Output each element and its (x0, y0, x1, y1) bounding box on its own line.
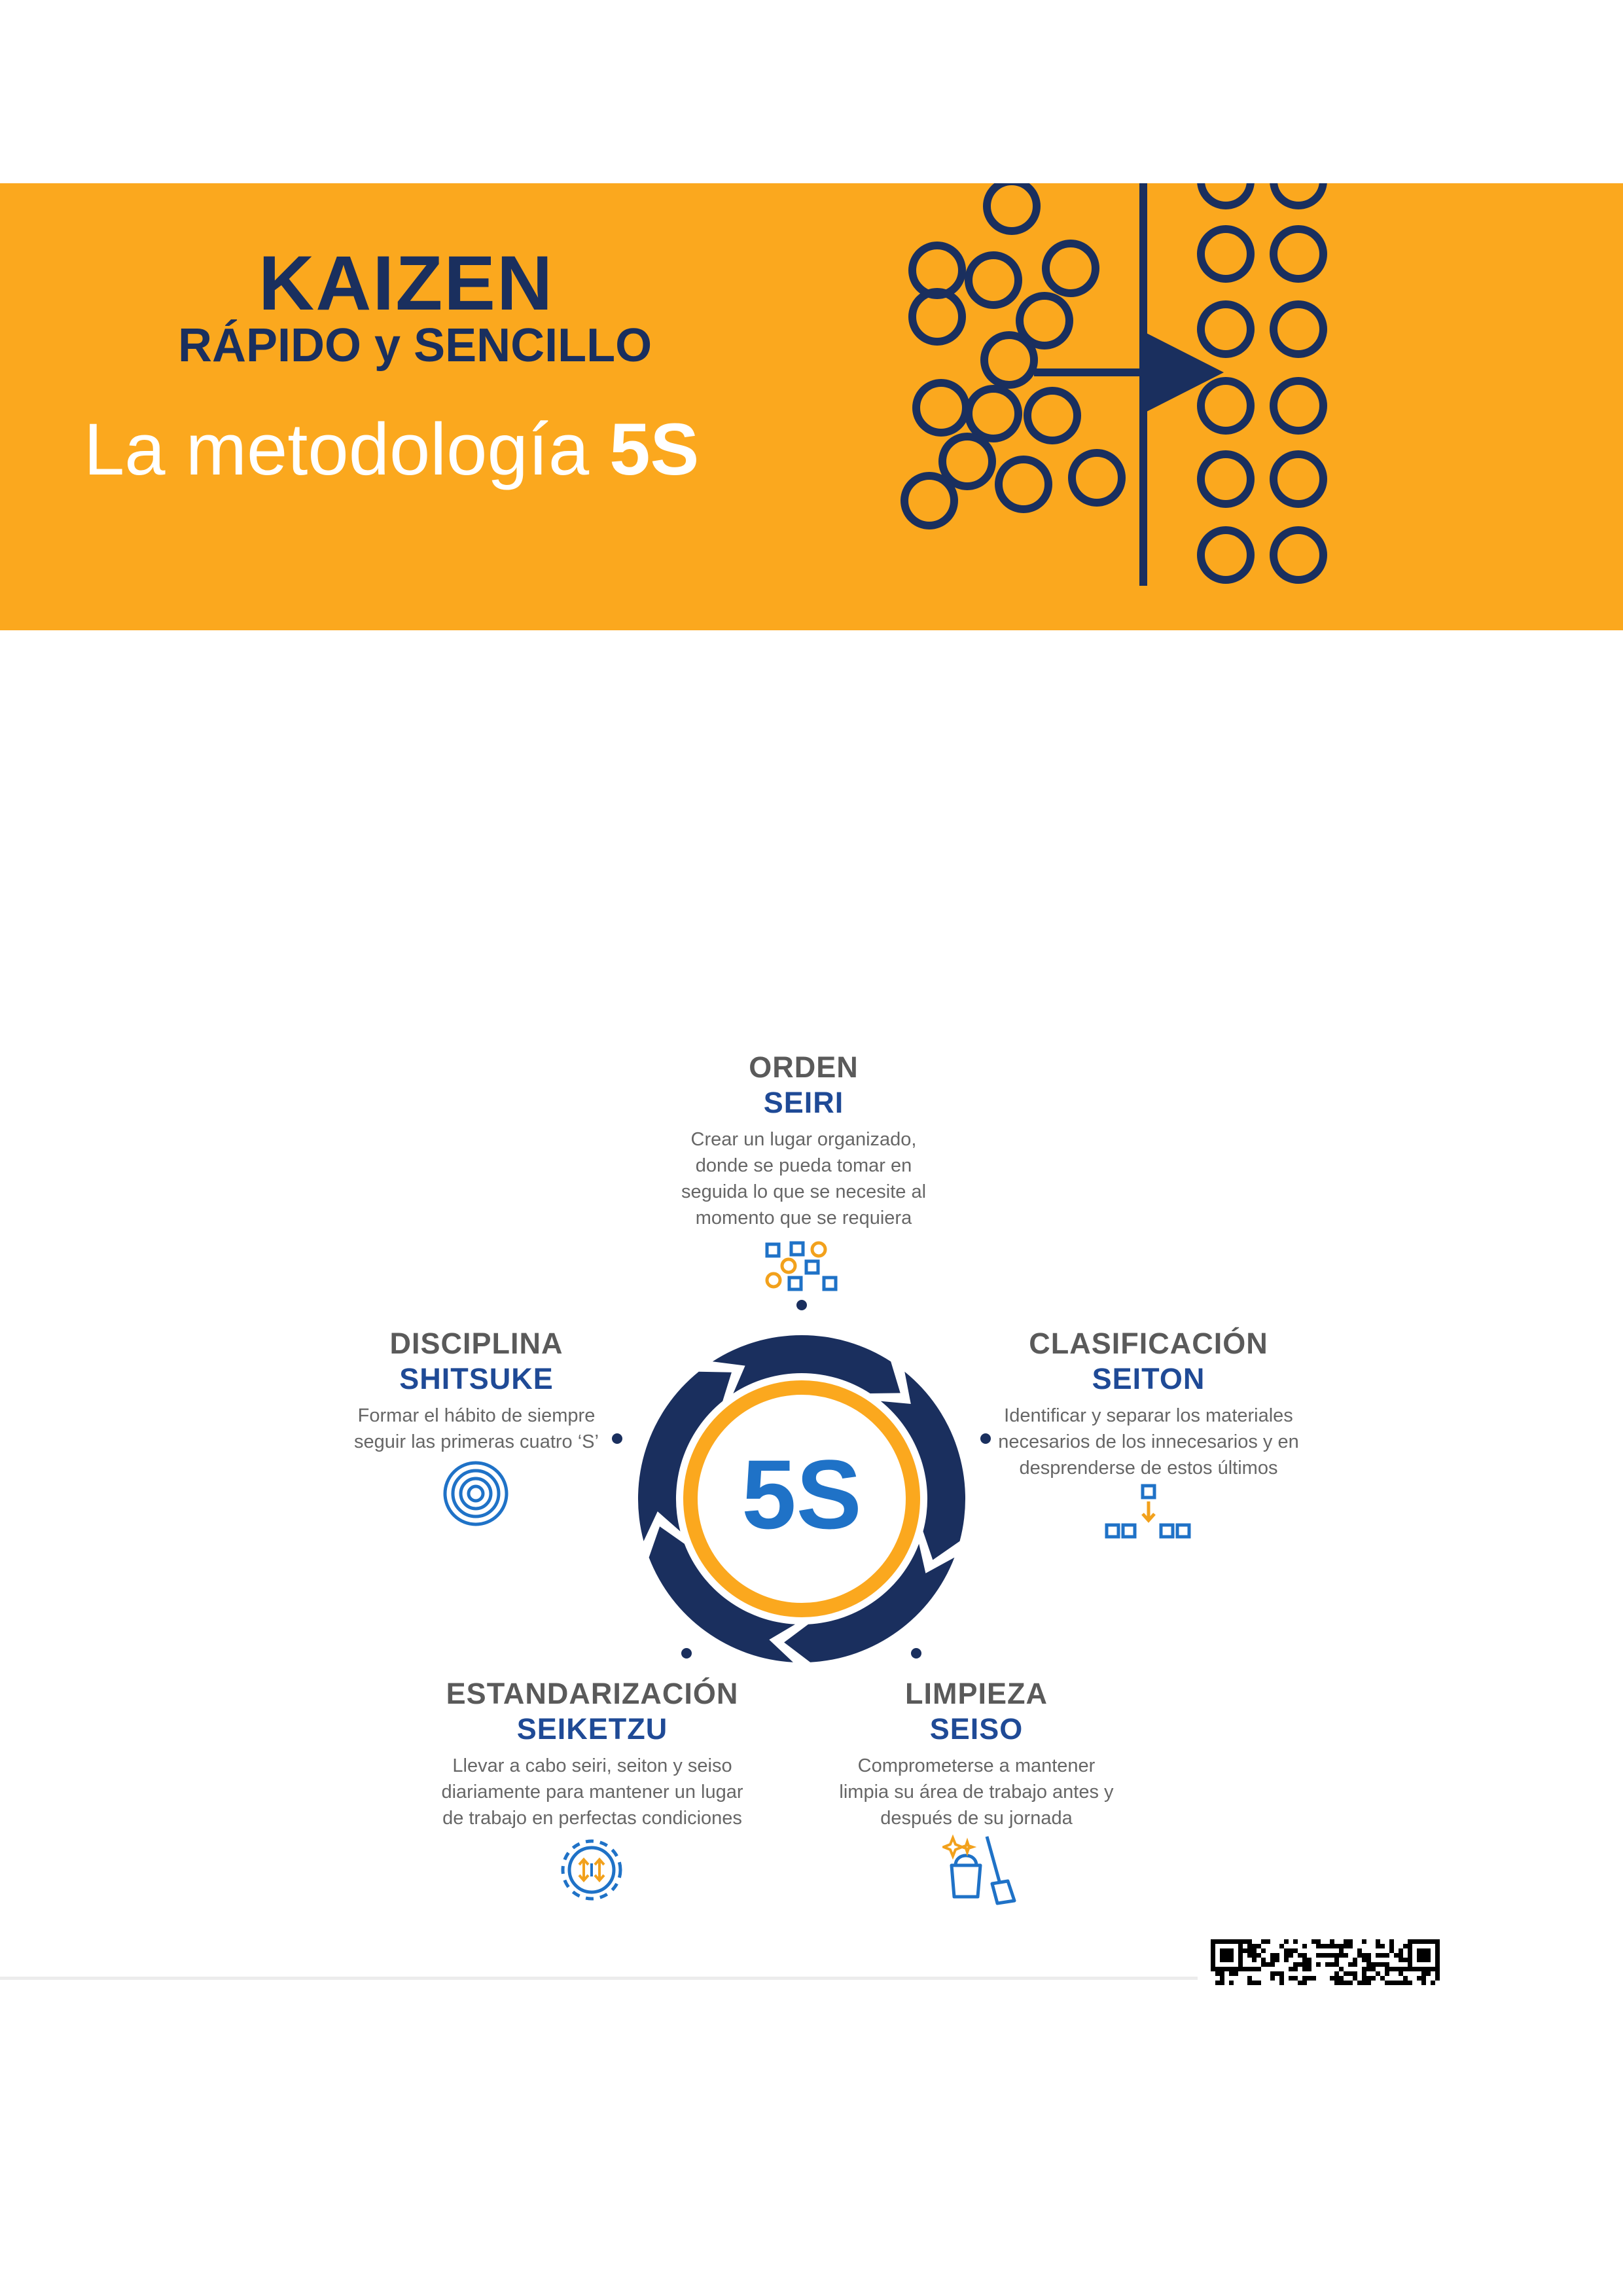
step-japanese-name: SEITON (1092, 1362, 1205, 1395)
step-japanese-name: SEIRI (763, 1086, 844, 1119)
step-description: Llevar a cabo seiri, seiton y seiso diariamente para mantener un lugar de trabajo en perfectas condiciones (441, 1755, 743, 1829)
step-description: Comprometerse a mantener limpia su área de trabajo antes y después de su jornada (839, 1755, 1114, 1829)
connector-dot-limpieza (911, 1648, 921, 1659)
gear-arrows-icon (558, 1836, 626, 1905)
tagline-prefix: La metodología (84, 408, 590, 490)
connector-dot-orden (796, 1300, 807, 1310)
banner-tagline (84, 407, 699, 492)
cycle-center-label: 5S (741, 1439, 862, 1549)
step-name: ESTANDARIZACIÓN (446, 1677, 739, 1710)
step-name: DISCIPLINA (389, 1327, 563, 1360)
step-name: ORDEN (749, 1050, 859, 1084)
banner-title: KAIZEN (259, 240, 554, 327)
step-limpieza (774, 1677, 1179, 1831)
connector-dot-estandarizacion (681, 1648, 692, 1659)
target-icon (442, 1460, 510, 1528)
banner-subtitle: RÁPIDO y SENCILLO (178, 319, 652, 372)
step-description: Formar el hábito de siempre seguir las primeras cuatro ‘S’ (354, 1405, 599, 1452)
step-orden (601, 1050, 1007, 1231)
tagline-emphasis: 5S (609, 408, 700, 490)
bucket-broom-icon (942, 1833, 1018, 1908)
step-japanese-name: SEISO (929, 1712, 1024, 1746)
hierarchy-arrow-icon (1103, 1483, 1194, 1542)
step-disciplina (274, 1327, 679, 1455)
step-japanese-name: SEIKETZU (516, 1712, 668, 1746)
step-name: LIMPIEZA (905, 1677, 1048, 1710)
sorting-squares-circles-icon (764, 1241, 843, 1295)
step-clasificacion (946, 1327, 1351, 1481)
step-name: CLASIFICACIÓN (1029, 1327, 1268, 1360)
step-japanese-name: SHITSUKE (399, 1362, 554, 1395)
footer-divider (0, 1977, 1198, 1980)
step-estandarizacion (389, 1677, 795, 1831)
step-description: Identificar y separar los materiales necesarios de los innecesarios y en desprenderse de estos últimos (998, 1405, 1299, 1479)
step-description: Crear un lugar organizado, donde se pueda tomar en seguida lo que se necesite al momento que se requiera (681, 1129, 927, 1229)
qr-code-icon (1211, 1939, 1440, 1985)
circles-alignment-icon (877, 183, 1361, 630)
